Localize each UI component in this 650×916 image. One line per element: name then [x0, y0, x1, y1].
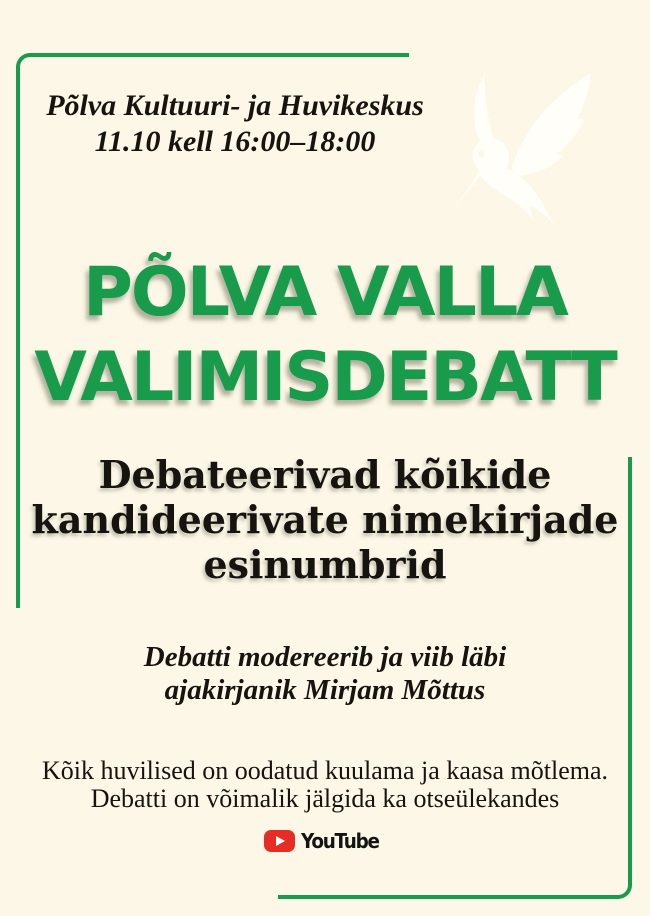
description-line: kandideerivate nimekirjade	[31, 497, 619, 542]
description-block	[0, 452, 650, 587]
poster-title-line-2: VALIMISDEBATT	[34, 338, 616, 417]
footer-block	[0, 757, 650, 813]
poster-title-line-1: PÕLVA VALLA	[83, 253, 567, 332]
footer-line: Debatti on võimalik jälgida ka otseülekandes	[90, 784, 560, 813]
footer-line: Kõik huvilised on oodatud kuulama ja kaasa mõtlema.	[41, 756, 609, 785]
youtube-wordmark: YouTube	[301, 829, 379, 853]
play-triangle-icon	[276, 836, 285, 846]
youtube-logo	[0, 829, 650, 853]
hummingbird-icon	[448, 64, 600, 229]
event-info-block	[15, 88, 455, 160]
youtube-play-icon	[264, 830, 295, 852]
venue-name: Põlva Kultuuri- ja Huvikeskus	[46, 89, 424, 122]
poster-title	[0, 250, 650, 420]
description-line: Debateerivad kõikide	[98, 452, 552, 497]
moderator-line: Debatti modereerib ja viib läbi	[143, 641, 507, 673]
moderator-block	[0, 641, 650, 707]
moderator-line: ajakirjanik Mirjam Mõttus	[164, 674, 486, 706]
event-datetime: 11.10 kell 16:00–18:00	[94, 125, 376, 158]
description-line: esinumbrid	[203, 542, 447, 587]
